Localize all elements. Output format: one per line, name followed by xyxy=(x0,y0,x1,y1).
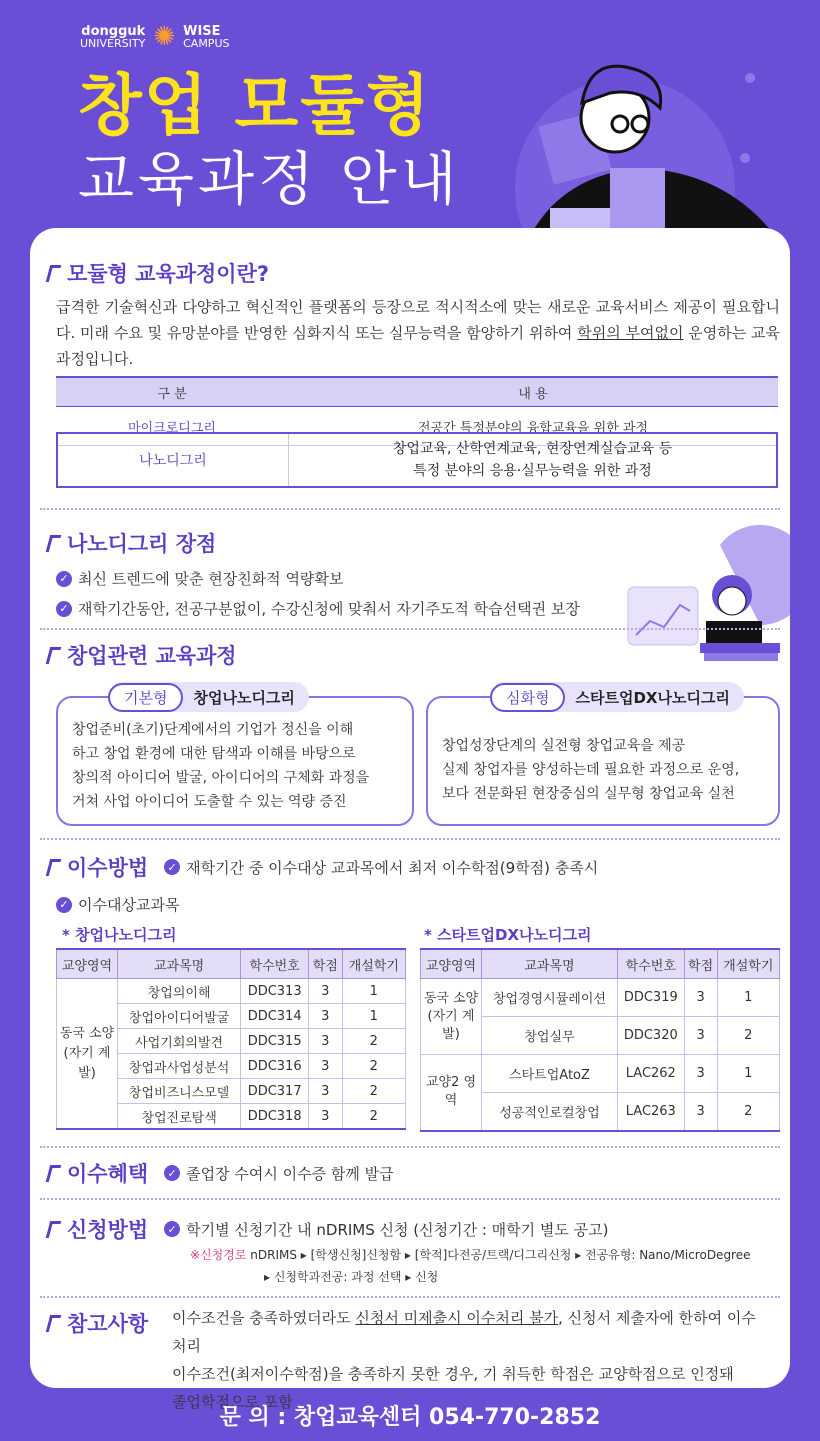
benefit-desc: 졸업장 수여시 이수증 함께 발급 xyxy=(186,1164,394,1183)
subjects-label: 이수대상교과목 xyxy=(78,896,180,914)
course-code: DDC319 xyxy=(617,979,684,1017)
section-marker-icon xyxy=(46,1221,62,1238)
course-semester: 1 xyxy=(717,1055,779,1093)
completion-title: 이수방법 xyxy=(67,856,149,880)
micro-degree-name: 마이크로디그리 xyxy=(56,407,288,446)
note-text-end: , 신청서 제출자에 한하여 이수 처리 xyxy=(172,1309,756,1355)
course-credit: 3 xyxy=(684,1055,717,1093)
course-semester: 2 xyxy=(717,1017,779,1055)
micro-degree-desc: 전공간 특정분야의 융합교육을 위한 과정 xyxy=(288,407,778,446)
table-header-category: 구 분 xyxy=(56,377,288,407)
intro-text: 급격한 기술혁신과 다양하고 혁신적인 플랫폼의 등장으로 적시적소에 맞는 새로운 교육서비스 제공이 필요합니다. 미래 수요 및 유망분야를 반영한 심화지식 또는 실무능력을 함양하기 위하여 xyxy=(56,298,780,342)
section-marker-icon xyxy=(46,859,62,876)
advanced-course-name: 스타트업DX나노디그리 xyxy=(575,688,730,707)
course-name: 스타트업AtoZ xyxy=(482,1055,618,1093)
divider xyxy=(40,1146,780,1148)
note-line-3: 졸업학점으로 포함 xyxy=(172,1393,293,1411)
col-credit: 학점 xyxy=(309,949,343,979)
course-code: DDC317 xyxy=(241,1079,309,1104)
nano-degree-course-table xyxy=(56,948,406,1130)
check-icon: ✓ xyxy=(56,571,72,587)
course-code: DDC314 xyxy=(241,1004,309,1029)
section-marker-icon xyxy=(46,1165,62,1182)
section-marker-icon xyxy=(46,1315,62,1332)
basic-course-line: 하고 창업 환경에 대한 탐색과 이해를 바탕으로 xyxy=(72,746,356,762)
course-semester: 2 xyxy=(342,1054,405,1079)
section-marker-icon xyxy=(46,535,62,552)
course-code: LAC262 xyxy=(617,1055,684,1093)
course-credit: 3 xyxy=(684,1093,717,1131)
completion-desc: 재학기간 중 이수대상 교과목에서 최저 이수학점(9학점) 충족시 xyxy=(186,858,599,877)
basic-course-desc xyxy=(72,718,402,814)
col-area: 교양영역 xyxy=(57,949,118,979)
course-name: 성공적인로컬창업 xyxy=(482,1093,618,1131)
logo-text-wise: WISE xyxy=(183,24,221,39)
nano-degree-desc-2: 특정 분야의 응용·실무능력을 위한 과정 xyxy=(413,463,652,479)
area-cell: 동국 소양 (자기 계발) xyxy=(421,979,482,1055)
nano-degree-desc-1: 창업교육, 산학연계교육, 현장연계실습교육 등 xyxy=(392,441,673,457)
contact-info: 창업교육센터 054-770-2852 xyxy=(293,1405,601,1430)
basic-course-name: 창업나노디그리 xyxy=(193,688,295,707)
course-credit: 3 xyxy=(309,1029,343,1054)
note-line-2: 이수조건(최저이수학점)을 충족하지 못한 경우, 기 취득한 학점은 교양학점으로 인정돼 xyxy=(172,1365,734,1383)
check-icon: ✓ xyxy=(164,1165,180,1181)
course-name: 창업실무 xyxy=(482,1017,618,1055)
basic-course-header xyxy=(108,682,309,712)
advanced-type-pill: 심화형 xyxy=(490,683,565,712)
course-code: LAC263 xyxy=(617,1093,684,1131)
col-course: 교과목명 xyxy=(118,949,241,979)
course-name: 창업비즈니스모델 xyxy=(118,1079,241,1104)
advanced-course-desc xyxy=(442,734,772,806)
divider xyxy=(40,838,780,840)
advantages-title: 나노디그리 장점 xyxy=(67,532,217,556)
studying-woman-illustration xyxy=(620,525,790,665)
course-semester: 1 xyxy=(717,979,779,1017)
divider xyxy=(40,628,780,630)
course-name: 창업경영시뮬레이션 xyxy=(482,979,618,1017)
course-code: DDC318 xyxy=(241,1104,309,1130)
check-icon: ✓ xyxy=(164,859,180,875)
basic-course-line: 창업준비(초기)단계에서의 기업가 정신을 이해 xyxy=(72,722,354,738)
intro-section xyxy=(48,258,269,288)
page-subtitle: 교육과정 안내 xyxy=(78,145,461,213)
area-cell: 동국 소양 (자기 계발) xyxy=(57,979,118,1130)
course-code: DDC316 xyxy=(241,1054,309,1079)
col-credit: 학점 xyxy=(684,949,717,979)
course-semester: 2 xyxy=(342,1029,405,1054)
advanced-course-header xyxy=(490,682,744,712)
course-name: 창업진로탐색 xyxy=(118,1104,241,1130)
divider xyxy=(40,1198,780,1200)
advantage-text: 최신 트렌드에 맞춘 현장친화적 역량확보 xyxy=(78,570,344,588)
col-semester: 개설학기 xyxy=(717,949,779,979)
courses-title: 창업관련 교육과정 xyxy=(67,644,237,668)
logo-text-campus: CAMPUS xyxy=(183,37,230,50)
contact-footer xyxy=(0,1400,820,1431)
university-logo xyxy=(80,24,229,50)
table-header-content: 내 용 xyxy=(288,377,778,407)
logo-text-university: UNIVERSITY xyxy=(80,37,146,50)
col-code: 학수번호 xyxy=(617,949,684,979)
route-line-1: nDRIMS ▸ [학생신청]신청함 ▸ [학적]다전공/트랙/디그리신청 ▸ 전공유형: Nano/MicroDegree xyxy=(250,1248,751,1262)
col-semester: 개설학기 xyxy=(342,949,405,979)
advantage-item xyxy=(56,568,343,589)
note-text-start: 이수조건을 충족하였더라도 xyxy=(172,1309,356,1327)
course-credit: 3 xyxy=(309,1104,343,1130)
advanced-course-line: 실제 창업자를 양성하는데 필요한 과정으로 운영, xyxy=(442,762,740,778)
course-name: 창업의이해 xyxy=(118,979,241,1004)
col-course: 교과목명 xyxy=(482,949,618,979)
course-code: DDC315 xyxy=(241,1029,309,1054)
apply-desc: 학기별 신청기간 내 nDRIMS 신청 (신청기간 : 매학기 별도 공고) xyxy=(186,1220,609,1239)
table-row xyxy=(421,979,780,1017)
left-table-title: * 창업나노디그리 xyxy=(62,926,177,944)
route-line-2: ▸ 신청학과전공: 과정 선택 ▸ 신청 xyxy=(264,1270,439,1284)
col-area: 교양영역 xyxy=(421,949,482,979)
logo-text-dongguk: dongguk xyxy=(81,24,146,39)
intro-text-end: 운영하는 교육과정입니다. xyxy=(56,324,781,368)
note-title: 참고사항 xyxy=(67,1312,149,1336)
apply-route xyxy=(190,1244,751,1288)
course-code: DDC313 xyxy=(241,979,309,1004)
intro-underline-text: 학위의 부여없이 xyxy=(577,324,684,342)
course-name: 사업기회의발견 xyxy=(118,1029,241,1054)
course-semester: 2 xyxy=(342,1079,405,1104)
col-code: 학수번호 xyxy=(241,949,309,979)
divider xyxy=(40,1296,780,1298)
course-code: DDC320 xyxy=(617,1017,684,1055)
page-title: 창업 모듈형 xyxy=(78,67,432,144)
advantage-text: 재학기간동안, 전공구분없이, 수강신청에 맞춰서 자기주도적 학습선택권 보장 xyxy=(78,600,580,618)
course-credit: 3 xyxy=(309,1079,343,1104)
right-table-title: * 스타트업DX나노디그리 xyxy=(424,926,592,944)
advanced-course-line: 보다 전문화된 현장중심의 실무형 창업교육 실천 xyxy=(442,786,735,802)
divider xyxy=(40,508,780,510)
section-marker-icon xyxy=(46,647,62,664)
nano-degree-row xyxy=(56,432,778,488)
table-row xyxy=(57,979,406,1004)
course-semester: 1 xyxy=(342,1004,405,1029)
area-cell: 교양2 영역 xyxy=(421,1055,482,1131)
course-credit: 3 xyxy=(684,1017,717,1055)
course-name: 창업아이디어발굴 xyxy=(118,1004,241,1029)
course-semester: 2 xyxy=(717,1093,779,1131)
table-row xyxy=(421,1055,780,1093)
startup-dx-course-table xyxy=(420,948,780,1132)
course-semester: 1 xyxy=(342,979,405,1004)
advantage-item xyxy=(56,598,580,619)
note-underline-text: 신청서 미제출시 이수처리 불가 xyxy=(355,1309,559,1327)
check-icon: ✓ xyxy=(164,1221,180,1237)
intro-title: 모듈형 교육과정이란? xyxy=(67,262,270,286)
course-credit: 3 xyxy=(309,1004,343,1029)
section-marker-icon xyxy=(46,265,62,282)
course-credit: 3 xyxy=(309,979,343,1004)
nano-degree-name: 나노디그리 xyxy=(58,434,289,486)
route-label: ※신청경로 xyxy=(190,1248,247,1262)
intro-paragraph xyxy=(56,294,780,372)
contact-label: 문 의 : xyxy=(219,1405,294,1430)
apply-title: 신청방법 xyxy=(67,1218,149,1242)
check-icon: ✓ xyxy=(56,897,72,913)
basic-type-pill: 기본형 xyxy=(108,683,183,712)
flame-logo-icon: ✺ xyxy=(153,22,176,52)
basic-course-line: 창의적 아이디어 발굴, 아이디어의 구체화 과정을 xyxy=(72,770,370,786)
course-credit: 3 xyxy=(309,1054,343,1079)
check-icon: ✓ xyxy=(56,601,72,617)
advanced-course-line: 창업성장단계의 실전형 창업교육을 제공 xyxy=(442,738,686,754)
basic-course-line: 거쳐 사업 아이디어 도출할 수 있는 역량 증진 xyxy=(72,794,347,810)
course-credit: 3 xyxy=(684,979,717,1017)
course-name: 창업과사업성분석 xyxy=(118,1054,241,1079)
benefit-title: 이수혜택 xyxy=(67,1162,149,1186)
course-semester: 2 xyxy=(342,1104,405,1130)
